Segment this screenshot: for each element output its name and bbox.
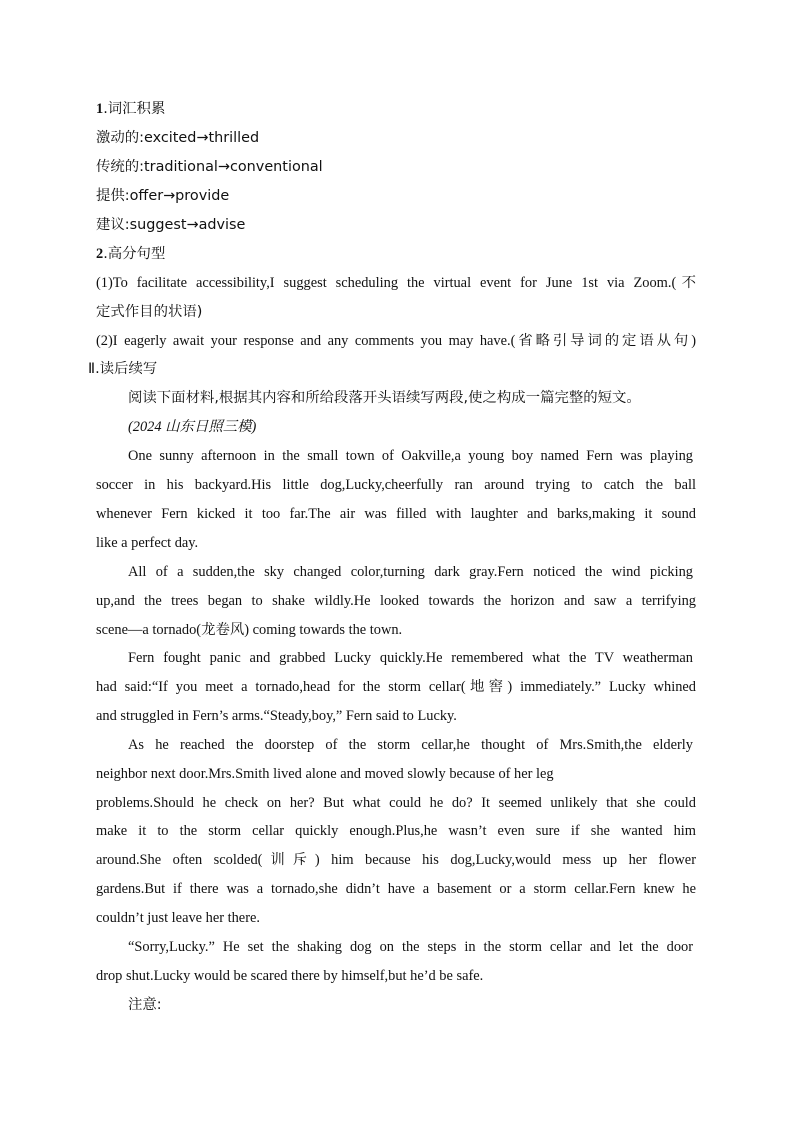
vocab-heading-text: .词汇积累: [103, 101, 166, 117]
sentences-heading: [96, 244, 696, 264]
passage-line: As he reached the doorstep of the storm cellar,he thought of Mrs.Smith,the elderly: [128, 737, 693, 753]
section-2-heading: Ⅱ.读后续写: [88, 361, 158, 377]
vocab-item: 建议:suggest→advise: [96, 217, 246, 233]
passage-line: like a perfect day.: [96, 535, 199, 551]
sentences-heading-text: .高分句型: [103, 246, 166, 262]
passage-line: had said:“If you meet a tornado,head for the storm cellar(地窖) immediately.” Lucky whined: [96, 679, 696, 695]
passage-line: Fern fought panic and grabbed Lucky quickly.He remembered what the TV weatherman: [128, 650, 693, 666]
passage-line: “Sorry,Lucky.” He set the shaking dog on the steps in the storm cellar and let the door: [128, 939, 693, 955]
vocab-item: 激动的:excited→thrilled: [96, 130, 260, 146]
vocab-item: 传统的:traditional→conventional: [96, 159, 323, 175]
vocab-item: 提供:offer→provide: [96, 188, 230, 204]
vocab-heading-number: 1: [96, 101, 104, 117]
passage-line: neighbor next door.Mrs.Smith lived alone and moved slowly because of her leg: [96, 766, 554, 782]
vocab-heading: [96, 99, 696, 119]
passage-line: make it to the storm cellar quickly enough.Plus,he wasn’t even sure if she wanted him: [96, 823, 696, 839]
passage-line: drop shut.Lucky would be scared there by himself,but he’d be safe.: [96, 968, 484, 984]
passage-line: All of a sudden,the sky changed color,turning dark gray.Fern noticed the wind picking: [128, 564, 693, 580]
sentences-heading-number: 2: [96, 246, 104, 262]
section-2-instruction: 阅读下面材料,根据其内容和所给段落开头语续写两段,使之构成一篇完整的短文。: [128, 390, 641, 406]
passage-line: and struggled in Fern’s arms.“Steady,boy,” Fern said to Lucky.: [96, 708, 457, 724]
passage-line: scene—a tornado(龙卷风) coming towards the town.: [96, 622, 403, 638]
passage-line: whenever Fern kicked it too far.The air was filled with laughter and barks,making it sound: [96, 506, 696, 522]
sentence-2: (2)I eagerly await your response and any comments you may have.(省略引导词的定语从句): [96, 333, 696, 349]
note-label: 注意:: [128, 997, 162, 1013]
passage-line: up,and the trees began to shake wildly.He looked towards the horizon and saw a terrifying: [96, 593, 696, 609]
passage-line: soccer in his backyard.His little dog,Lucky,cheerfully ran around trying to catch the ball: [96, 477, 696, 493]
passage-line: around.She often scolded(训斥) him because his dog,Lucky,would mess up her flower: [96, 852, 696, 868]
passage-line: One sunny afternoon in the small town of Oakville,a young boy named Fern was playing: [128, 448, 693, 464]
passage-line: couldn’t just leave her there.: [96, 910, 260, 926]
sentence-1-line-2: 定式作目的状语): [96, 304, 203, 320]
passage-line: problems.Should he check on her? But what could he do? It seemed unlikely that she could: [96, 795, 696, 811]
sentence-1-line-1: (1)To facilitate accessibility,I suggest scheduling the virtual event for June 1st via Zoom.(不: [96, 275, 696, 291]
source-note: (2024 山东日照三模): [128, 419, 257, 435]
passage-line: gardens.But if there was a tornado,she didn’t have a basement or a storm cellar.Fern knew he: [96, 881, 696, 897]
